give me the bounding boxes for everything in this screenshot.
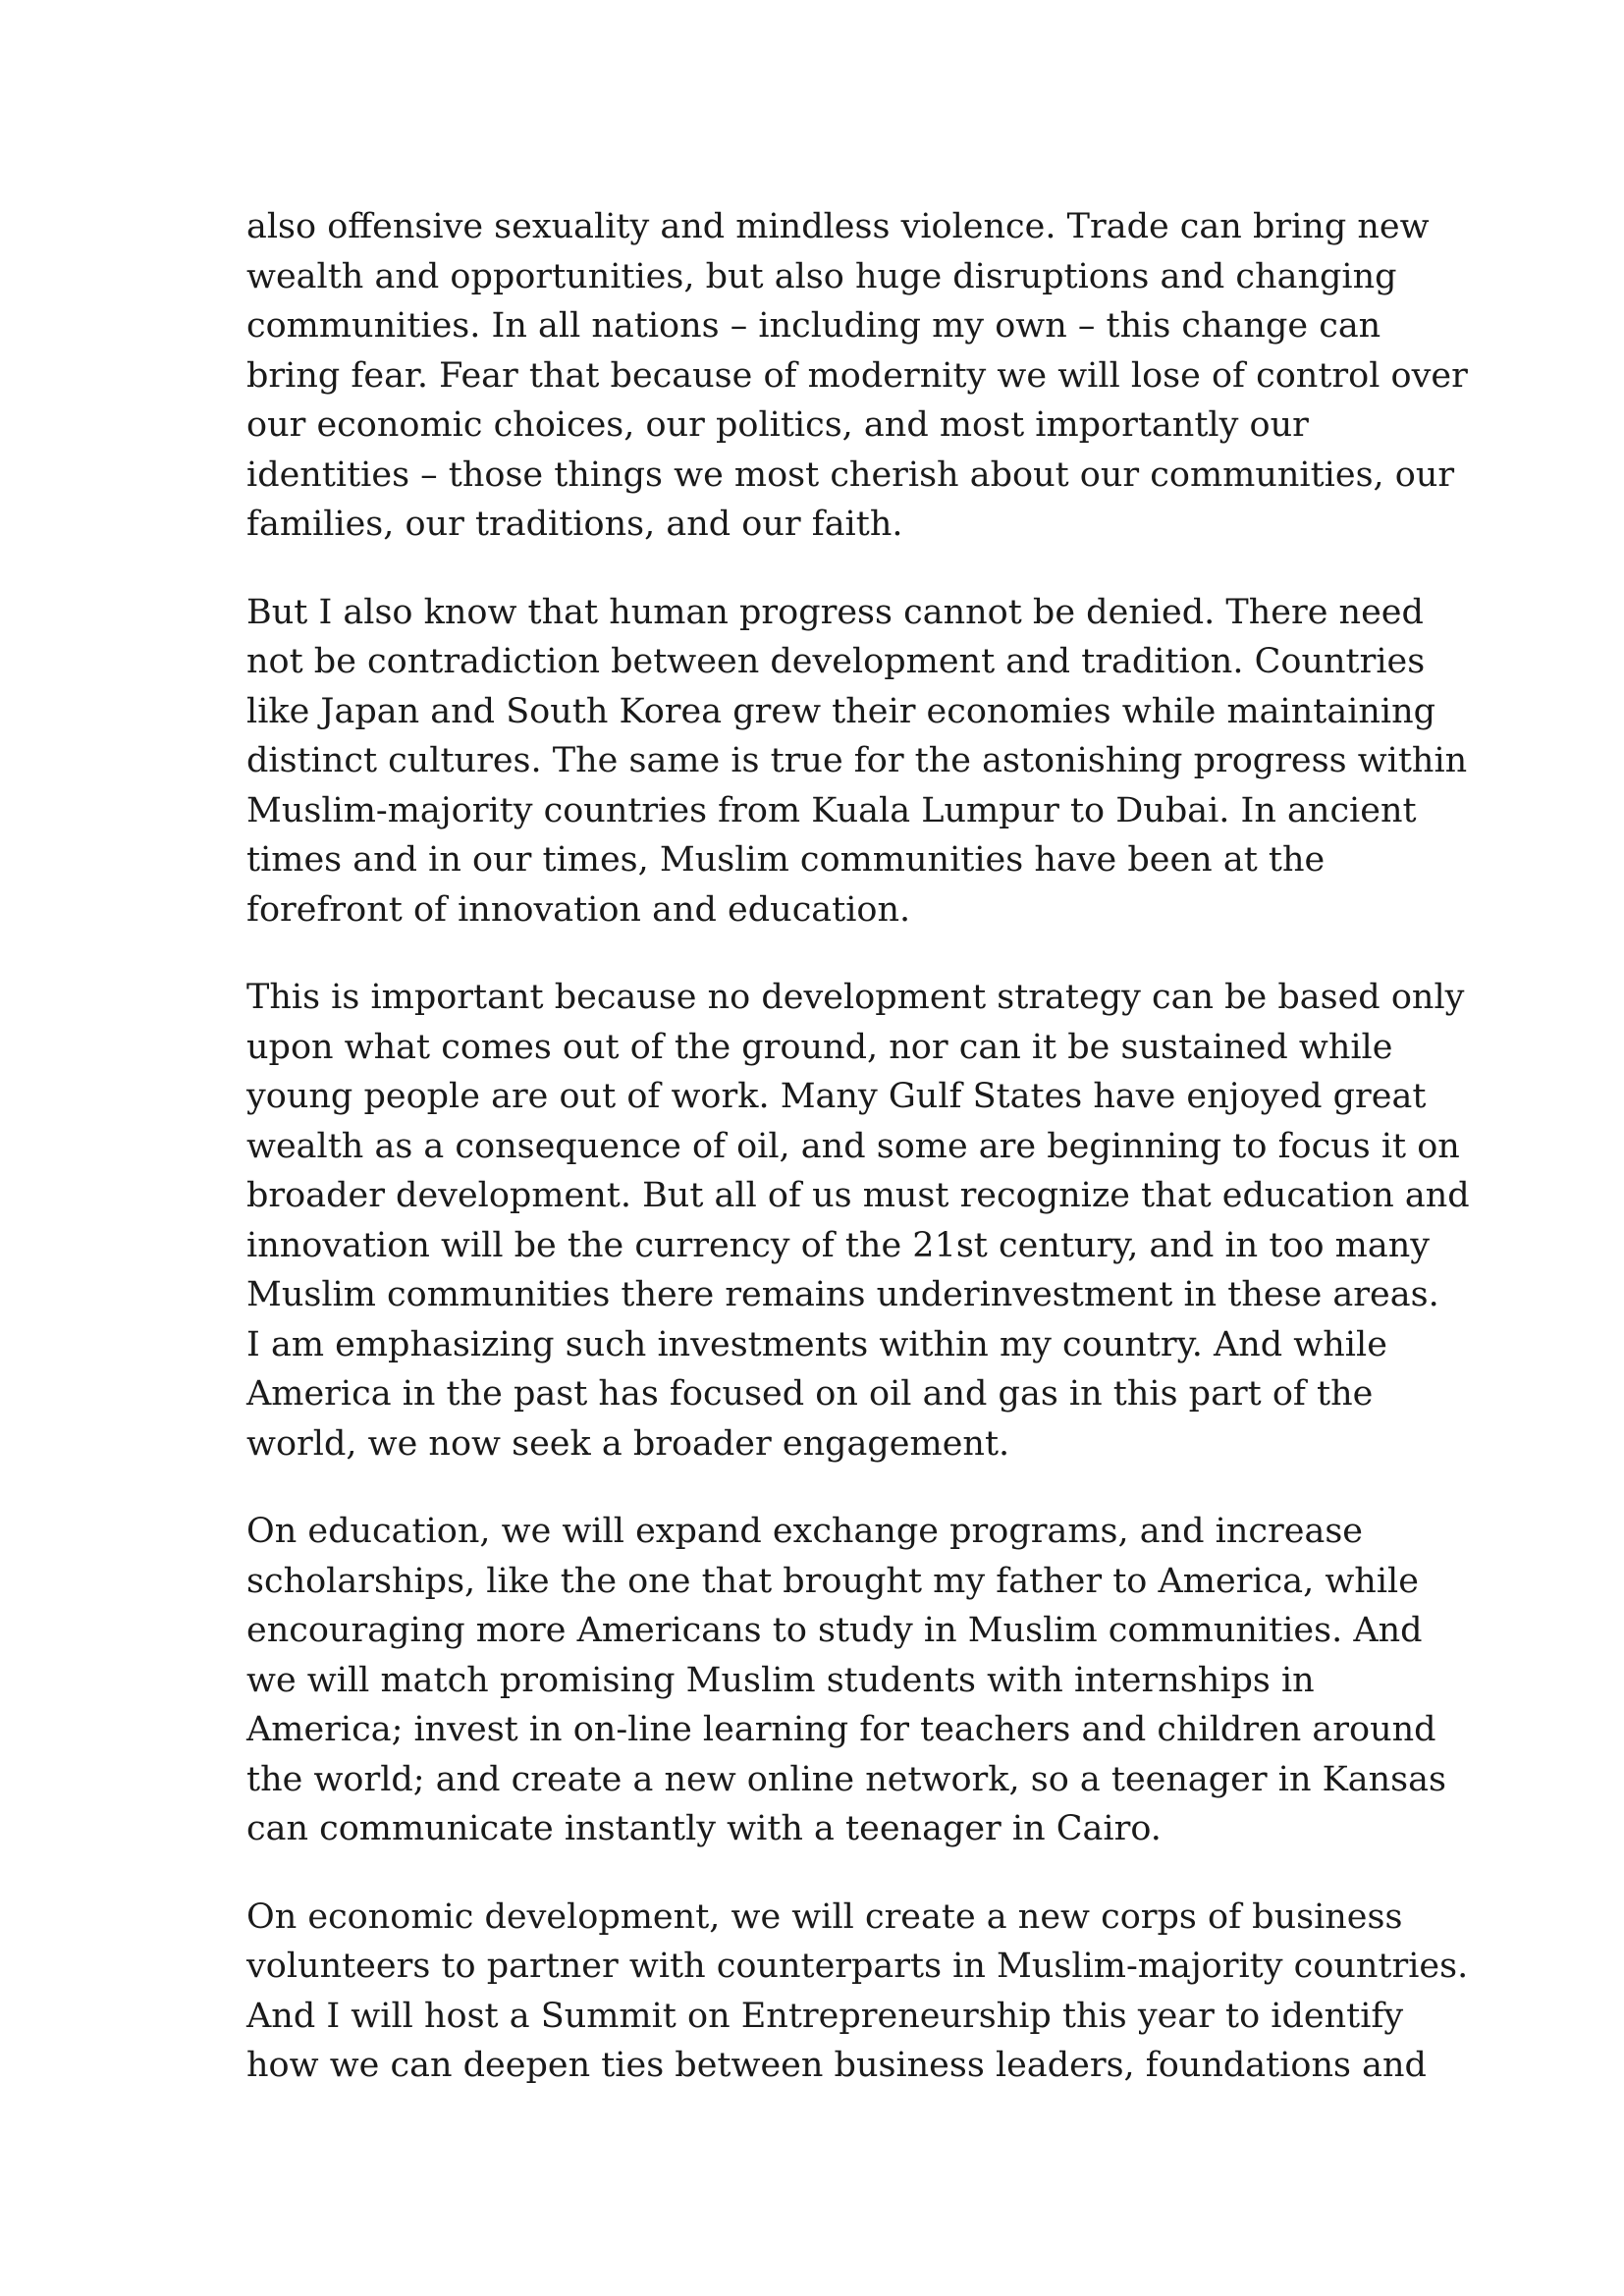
text-line: how we can deepen ties between business leaders, foundations and — [246, 2046, 1427, 2085]
text-line: world, we now seek a broader engagement. — [246, 1423, 1010, 1464]
text-line: our economic choices, our politics, and most importantly our — [246, 405, 1309, 445]
text-line: we will match promising Muslim students with internships in — [246, 1660, 1315, 1700]
text-line: bring fear. Fear that because of modernity we will lose of control over — [246, 355, 1468, 396]
text-line: upon what comes out of the ground, nor can it be sustained while — [246, 1027, 1393, 1067]
text-line: scholarships, like the one that brought my father to America, while — [246, 1561, 1419, 1601]
text-line: forefront of innovation and education. — [246, 889, 911, 930]
text-line: Muslim-majority countries from Kuala Lumpur to Dubai. In ancient — [246, 790, 1417, 830]
body-text — [246, 202, 1470, 2129]
text-line: times and in our times, Muslim communities have been at the — [246, 840, 1326, 880]
text-line: not be contradiction between development and tradition. Countries — [246, 642, 1426, 681]
text-line: This is important because no development strategy can be based only — [246, 978, 1465, 1017]
text-line: I am emphasizing such investments within my country. And while — [246, 1324, 1387, 1364]
text-line: innovation will be the currency of the 21st century, and in too many — [246, 1225, 1431, 1265]
text-line: And I will host a Summit on Entrepreneurship this year to identify — [246, 1996, 1404, 2036]
text-line: wealth as a consequence of oil, and some are beginning to focus it on — [246, 1126, 1460, 1166]
paragraph-4 — [246, 1507, 1446, 1854]
paragraph-2 — [246, 588, 1468, 935]
text-line: young people are out of work. Many Gulf States have enjoyed great — [246, 1077, 1427, 1116]
text-line: broader development. But all of us must recognize that education and — [246, 1176, 1470, 1215]
text-line: America in the past has focused on oil and gas in this part of the — [246, 1374, 1374, 1414]
text-line: But I also know that human progress cannot be denied. There need — [246, 592, 1424, 632]
text-line: On economic development, we will create a new corps of business — [246, 1896, 1403, 1937]
text-line: distinct cultures. The same is true for the astonishing progress within — [246, 741, 1468, 780]
text-line: wealth and opportunities, but also huge disruptions and changing — [246, 256, 1397, 296]
text-line: like Japan and South Korea grew their economies while maintaining — [246, 691, 1436, 731]
text-line: On education, we will expand exchange programs, and increase — [246, 1512, 1363, 1551]
text-line: the world; and create a new online network, so a teenager in Kansas — [246, 1759, 1446, 1799]
text-line: America; invest in on-line learning for teachers and children around — [246, 1710, 1436, 1749]
text-line: families, our traditions, and our faith. — [246, 505, 903, 544]
paragraph-5 — [246, 1893, 1469, 2091]
text-line: communities. In all nations – including my own – this change can — [246, 306, 1381, 346]
text-line: volunteers to partner with counterparts in Muslim-majority countries. — [246, 1947, 1469, 1986]
text-line: encouraging more Americans to study in Muslim communities. And — [246, 1611, 1423, 1650]
text-line: can communicate instantly with a teenager in Cairo. — [246, 1809, 1162, 1848]
paragraph-3 — [246, 973, 1470, 1468]
text-line: also offensive sexuality and mindless violence. Trade can bring new — [246, 207, 1430, 246]
text-line: Muslim communities there remains underinvestment in these areas. — [246, 1275, 1439, 1314]
paragraph-1 — [246, 202, 1468, 550]
text-line: identities – those things we most cherish about our communities, our — [246, 454, 1455, 495]
